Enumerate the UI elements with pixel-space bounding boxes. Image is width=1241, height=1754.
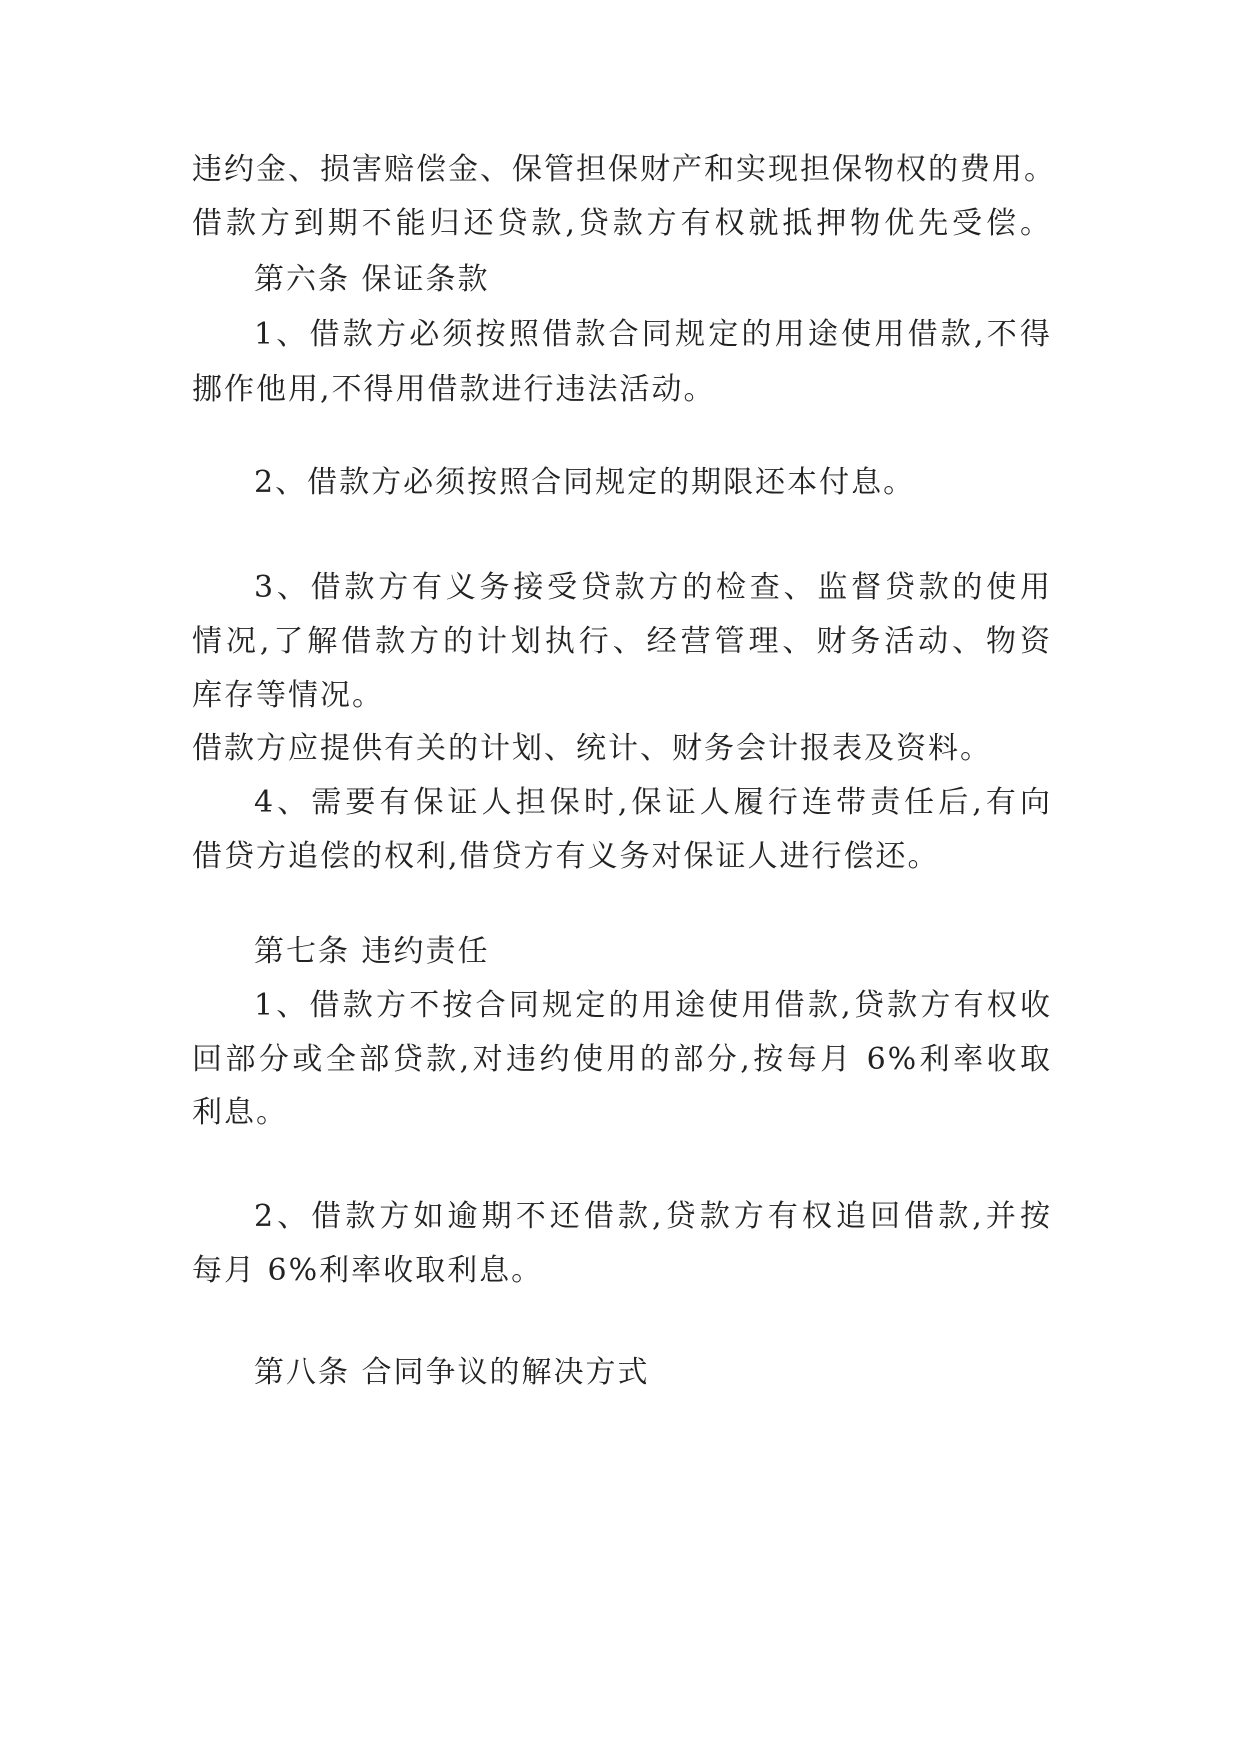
section-heading-6: 第六条 保证条款 xyxy=(254,262,490,297)
text-line: 利息。 xyxy=(192,1095,288,1130)
text-line: 违约金、损害赔偿金、保管担保财产和实现担保物权的费用。 xyxy=(192,152,1056,187)
text-line: 2、借款方如逾期不还借款,贷款方有权追回借款,并按 xyxy=(254,1199,1052,1234)
text-line: 回部分或全部贷款,对违约使用的部分,按每月 6%利率收取 xyxy=(192,1042,1052,1077)
text-line: 4、需要有保证人担保时,保证人履行连带责任后,有向 xyxy=(254,785,1052,820)
text-line: 1、借款方不按合同规定的用途使用借款,贷款方有权收 xyxy=(254,988,1052,1023)
text-line: 3、借款方有义务接受贷款方的检查、监督贷款的使用 xyxy=(254,570,1052,605)
text-line: 借贷方追偿的权利,借贷方有义务对保证人进行偿还。 xyxy=(192,839,940,874)
text-line: 挪作他用,不得用借款进行违法活动。 xyxy=(192,372,716,407)
section-heading-7: 第七条 违约责任 xyxy=(254,934,490,969)
text-line: 库存等情况。 xyxy=(192,678,384,713)
section-heading-8: 第八条 合同争议的解决方式 xyxy=(254,1355,650,1390)
text-line: 1、借款方必须按照借款合同规定的用途使用借款,不得 xyxy=(254,317,1052,352)
text-line: 借款方应提供有关的计划、统计、财务会计报表及资料。 xyxy=(192,731,992,766)
text-line: 借款方到期不能归还贷款,贷款方有权就抵押物优先受偿。 xyxy=(192,206,1052,241)
text-line: 情况,了解借款方的计划执行、经营管理、财务活动、物资 xyxy=(192,624,1052,659)
text-line: 2、借款方必须按照合同规定的期限还本付息。 xyxy=(254,465,916,500)
text-line: 每月 6%利率收取利息。 xyxy=(192,1253,544,1288)
